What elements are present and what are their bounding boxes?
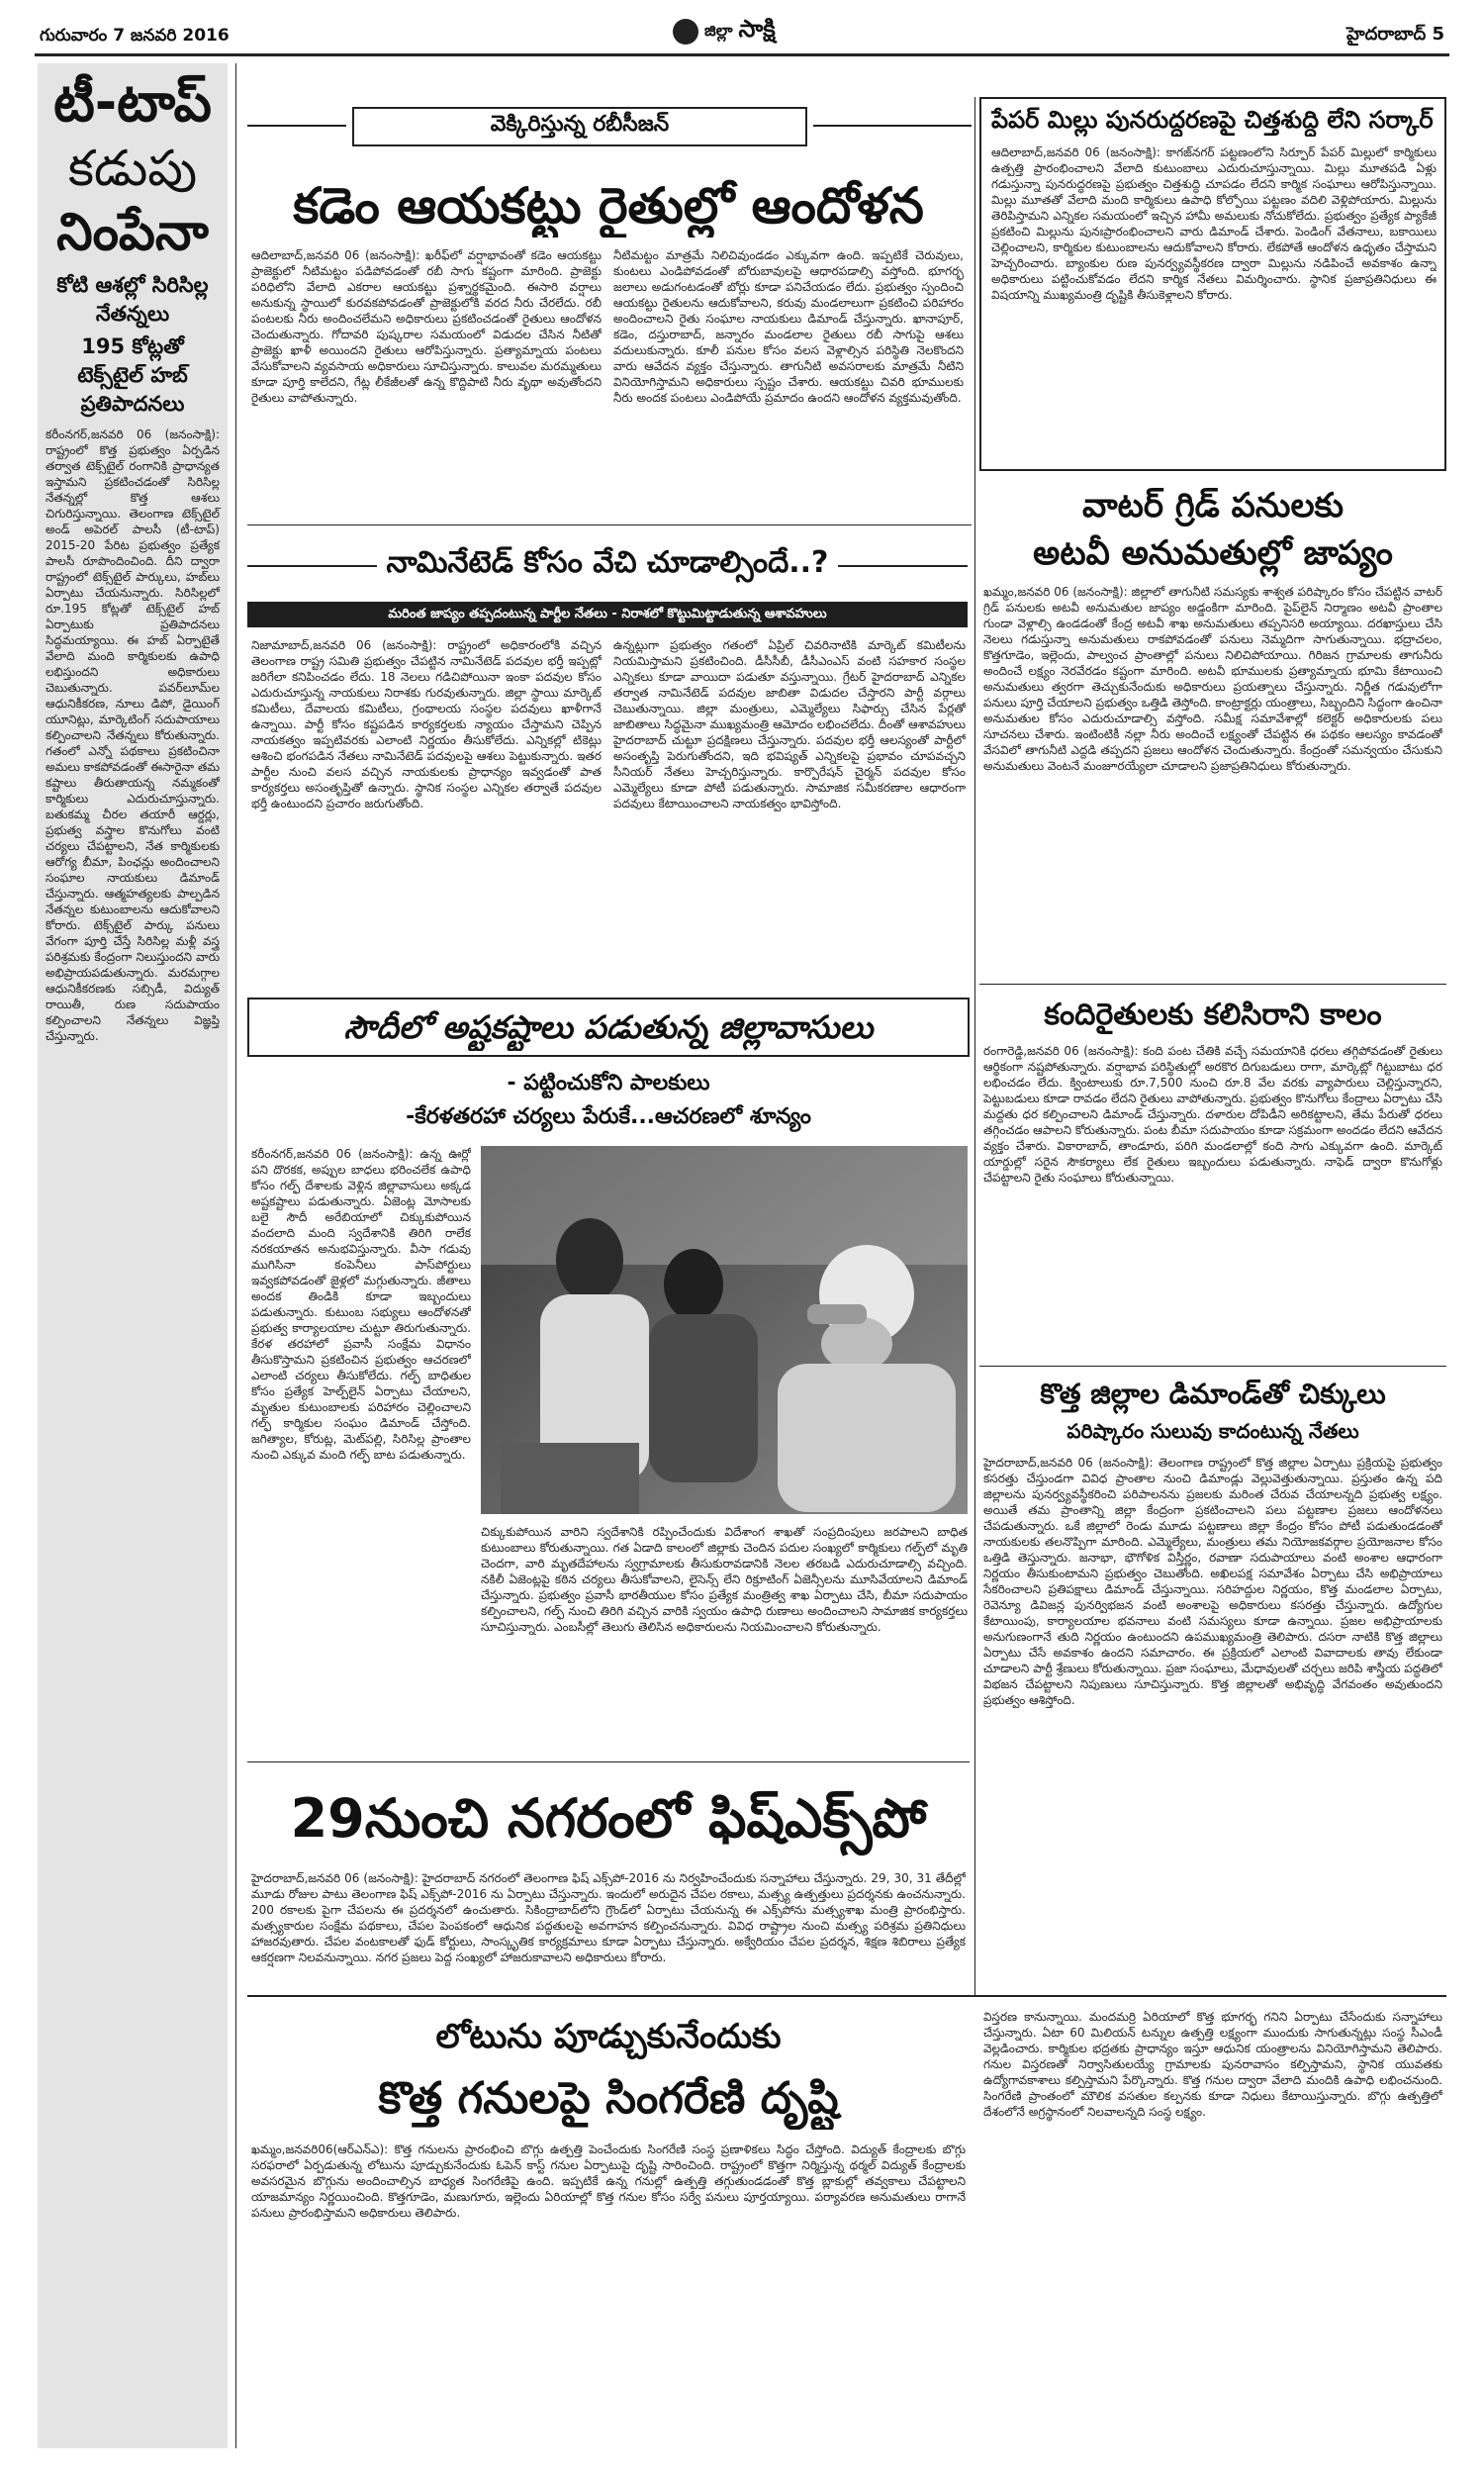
nominated-banner: [247, 534, 968, 598]
fishexpo-headline: 29నుంచి నగరంలో ఫిష్‌ఎక్స్‌పో: [290, 1787, 927, 1850]
kadem-top-rule: [247, 125, 346, 127]
masthead: [673, 14, 776, 49]
saudi-body-bottom: చిక్కుకుపోయిన వారిని స్వదేశానికి రప్పించేందుకు విదేశాంగ శాఖతో సంప్రదింపులు జరపాలని బాధిత కుటుంబాలు కోరుతున్నాయి. గత ఏడాది కాలంలో జిల్లాకు చెందిన పదుల సంఖ్యలో కార్మికులు గల్ఫ్‌లో మృతి చెందగా, వారి మృతదేహాలను స్వగ్రామాలకు తీసుకురావడానికి నెలల తరబడి ఎదురుచూడాల్సి వచ్చింది. నకిలీ ఏజెంట్లపై కఠిన చర్యలు తీసుకోవాలని, లైసెన్స్ లేని రిక్రూటింగ్ ఏజెన్సీలను మూసివేయాలని డిమాండ్ చేస్తున్నారు. ప్రభుత్వం ప్రవాసీ భారతీయుల కోసం ప్రత్యేక మంత్రిత్వ శాఖ ఏర్పాటు చేసి, బీమా సదుపాయం కల్పించాలని, గల్ఫ్ నుంచి తిరిగి వచ్చిన వారికి స్వయం ఉపాధి రుణాలు అందించాలని సామాజిక కార్యకర్తలు సూచిస్తున్నారు. ఎంబసీల్లో తెలుగు తెలిసిన అధికారులను నియమించాలని కోరుతున్నారు.: [481, 1525, 968, 1634]
saudi-body-left: కరీంనగర్,జనవరి 06 (జనంసాక్షి): ఉన్న ఊర్లో పని దొరకక, అప్పుల బాధలు భరించలేక ఉపాధి కోసం గల్ఫ్ దేశాలకు వెళ్లిన జిల్లావాసులు అక్కడ అష్టకష్టాలు పడుతున్నారు. ఏజెంట్ల మోసాలకు బలై సౌదీ అరేబియాలో చిక్కుకుపోయిన వందలాది మంది స్వదేశానికి తిరిగి రాలేక నరకయాతన అనుభవిస్తున్నారు. వీసా గడువు ముగిసినా కంపెనీలు పాస్‌పోర్టులు ఇవ్వకపోవడంతో జైళ్లలో మగ్గుతున్నారు. జీతాలు అందక తిండికి కూడా ఇబ్బందులు పడుతున్నారు. కుటుంబ సభ్యులు ఆందోళనతో ప్రభుత్వ కార్యాలయాల చుట్టూ తిరుగుతున్నారు. కేరళ తరహాలో ప్రవాసీ సంక్షేమ విధానం తీసుకొస్తామని ప్రకటించిన ప్రభుత్వం ఆచరణలో ఎలాంటి చర్యలు తీసుకోలేదు. గల్ఫ్ బాధితుల కోసం ప్రత్యేక హెల్ప్‌లైన్ ఏర్పాటు చేయాలని, మృతుల కుటుంబాలకు పరిహారం చెల్లించాలని గల్ఫ్ కార్మికుల సంఘం డిమాండ్ చేస్తోంది. జగిత్యాల, కోరుట్ల, మెట్‌పల్లి, సిరిసిల్ల ప్రాంతాల నుంచి ఎక్కువ మంది గల్ఫ్ బాట పడుతున్నారు.: [251, 1147, 471, 1462]
kandi-bottom-rule: [979, 1366, 1446, 1367]
paper-mill-body: ఆదిలాబాద్,జనవరి 06 (జనంసాక్షి): కాగజ్‌నగర్ పట్టణంలోని సిర్పూర్ పేపర్ మిల్లులో కార్మికులు ఉత్పత్తి ప్రారంభించాలని వేలాది కుటుంబాలు ఎదురుచూస్తున్నాయి. మిల్లు మూతపడి ఏళ్లు గడుస్తున్నా పునరుద్ధరణపై ప్రభుత్వం చిత్తశుద్ధి చూపడం లేదని కార్మిక సంఘాలు ఆరోపిస్తున్నాయి. మిల్లు మూతతో వేలాది మంది కార్మికులు ఉపాధి కోల్పోయి పట్టణం వదిలి వెళ్లిపోయారు. మిల్లును తెరిపిస్తామని ఎన్నికల సమయంలో ఇచ్చిన హామీ అమలుకు నోచుకోలేదు. ప్రభుత్వం ప్రత్యేక ప్యాకేజీ ప్రకటించి మిల్లును పునఃప్రారంభించాలని వారు డిమాండ్ చేశారు. పెండింగ్ వేతనాలు, బకాయిలు చెల్లించాలని, కార్మికుల కుటుంబాలను ఆదుకోవాలని కోరారు. లేకపోతే ఆందోళన ఉధృతం చేస్తామని హెచ్చరించారు. బ్యాంకుల రుణ పునర్వ్యవస్థీకరణ ద్వారా మిల్లును నడిపించే అవకాశం ఉన్నా అధికారులు పట్టించుకోవడం లేదని కార్మిక నేతలు విమర్శించారు. స్థానిక ప్రజాప్రతినిధులు ఈ విషయాన్ని ముఖ్యమంత్రి దృష్టికి తీసుకెళ్లాలని కోరారు.: [991, 145, 1437, 302]
right-column-divider: [974, 97, 975, 1995]
water-grid-bottom-rule: [979, 984, 1446, 985]
kadem-headline: కడెం ఆయకట్టు రైతుల్లో ఆందోళన: [293, 177, 924, 235]
kadem-top-rule-right: [813, 125, 972, 127]
districts-headline: కొత్త జిల్లాల డిమాండ్‌తో చిక్కులు: [1040, 1378, 1386, 1410]
kadem-bottom-rule: [247, 524, 972, 525]
masthead-prefix: జిల్లా: [704, 20, 733, 40]
header-rule: [35, 53, 1449, 56]
saudi-headline: సౌదీలో అష్టకష్టాలు పడుతున్న జిల్లావాసులు: [343, 1008, 874, 1046]
masthead-logo-icon: [673, 19, 698, 45]
kadem-kicker-text: వెక్కిరిస్తున్న రబీసీజన్: [490, 112, 670, 137]
water-grid-headline-2: అటవీ అనుమతుల్లో జాప్యం: [1033, 533, 1393, 573]
kandi-headline: కందిరైతులకు కలిసిరాని కాలం: [1044, 998, 1382, 1032]
saudi-bottom-rule: [247, 1761, 970, 1762]
ttap-subhead-2: 195 కోట్లతో టెక్స్‌టైల్ హబ్ ప్రతిపాదనలు: [77, 334, 188, 416]
districts-subhead: పరిష్కారం సులువు కాదంటున్న నేతలు: [1067, 1419, 1359, 1443]
water-grid-headline-1: వాటర్ గ్రిడ్ పనులకు: [1081, 486, 1345, 525]
left-column-divider: [235, 63, 236, 2448]
saudi-photo: [481, 1146, 968, 1514]
ttap-headline-1: టీ-టాప్: [53, 71, 212, 134]
saudi-subhead-2: -కేరళతరహా చర్యలు పేరుకే...ఆచరణలో శూన్యం: [406, 1104, 811, 1129]
left-column-story: [38, 63, 228, 2448]
nominated-body-right: ఉన్నట్లుగా ప్రభుత్వం గతంలో ఏప్రిల్ చివరినాటికి మార్కెట్ కమిటీలను నియమిస్తామని ప్రకటించింది. డీసీసీబీ, డీసీఎంఎస్ వంటి సహకార సంస్థల ఎన్నికలు కూడా వాయిదా పడుతూ వస్తున్నాయి. గ్రేటర్ హైదరాబాద్ ఎన్నికల తర్వాత నామినేటెడ్ పదవుల జాబితా విడుదల చేస్తారని పార్టీ వర్గాలు చెబుతున్నాయి. జిల్లా మంత్రులు, ఎమ్మెల్యేలు సిఫార్సు చేసిన పేర్లతో జాబితాలు సిద్ధమైనా ముఖ్యమంత్రి ఆమోదం లభించలేదు. దీంతో ఆశావహులు హైదరాబాద్ చుట్టూ ప్రదక్షిణలు చేస్తున్నారు. పదవుల భర్తీ ఆలస్యంతో పార్టీలో అసంతృప్తి పెరుగుతోందని, ఇది భవిష్యత్ ఎన్నికలపై ప్రభావం చూపవచ్చని సీనియర్ నేతలు హెచ్చరిస్తున్నారు. కార్పొరేషన్ చైర్మన్ పదవుల కోసం ఎమ్మెల్యేలు కూడా పోటీ పడుతున్నారు. సామాజిక సమీకరణాల ఆధారంగా పదవులు కేటాయించాలని నాయకత్వం భావిస్తోంది.: [613, 638, 966, 810]
water-grid-body: ఖమ్మం,జనవరి 06 (జనంసాక్షి): జిల్లాలో తాగునీటి సమస్యకు శాశ్వత పరిష్కారం కోసం చేపట్టిన వాటర్ గ్రిడ్ పనులకు అటవీ అనుమతుల జాప్యం అడ్డంకిగా మారింది. పైప్‌లైన్ నిర్మాణం అటవీ ప్రాంతాల గుండా వెళ్లాల్సి ఉండడంతో కేంద్ర అటవీ శాఖ అనుమతులు తప్పనిసరి అయ్యాయి. దరఖాస్తులు చేసి నెలలు గడుస్తున్నా అనుమతులు రాకపోవడంతో పనులు నెమ్మదిగా సాగుతున్నాయి. భద్రాచలం, కొత్తగూడెం, ఇల్లెందు, పాల్వంచ ప్రాంతాల్లో పనులు నిలిచిపోయాయి. గిరిజన గ్రామాలకు తాగునీరు అందించే లక్ష్యం నెరవేరడం కష్టంగా మారింది. అటవీ భూములకు ప్రత్యామ్నాయ భూమి కేటాయించి అనుమతులు త్వరగా తెచ్చుకునేందుకు అధికారులు ప్రయత్నాలు చేస్తున్నారు. నిర్ణీత గడువులోగా పనులు పూర్తి చేయాలని ప్రభుత్వం ఒత్తిడి తెస్తోంది. కాంట్రాక్టర్లు యంత్రాలు, సిబ్బందిని సిద్ధంగా ఉంచినా అనుమతుల కోసం ఎదురుచూడాల్సి వస్తోంది. సమీక్ష సమావేశాల్లో కలెక్టర్ అధికారులకు పలు సూచనలు చేశారు. ఇంటింటికీ నల్లా నీరు అందించే లక్ష్యంతో చేపట్టిన ఈ పథకం ఆలస్యం కావడంతో వేసవిలో తాగునీటి ఎద్దడి తప్పదని ప్రజలు ఆందోళన చెందుతున్నారు. కేంద్రంతో సమన్వయం చేసుకుని అనుమతులు వెంటనే మంజూరయ్యేలా చూడాలని ప్రజాప్రతినిధులు కోరుతున్నారు.: [983, 585, 1442, 773]
singareni-body-right: విస్తరణ కానున్నాయి. మందమర్రి ఏరియాలో కొత్త భూగర్భ గనిని ఏర్పాటు చేసేందుకు సన్నాహాలు చేస్తున్నారు. ఏటా 60 మిలియన్ టన్నుల ఉత్పత్తి లక్ష్యంగా ముందుకు సాగుతున్నట్లు సంస్థ సీఎండీ వెల్లడించారు. కార్మికుల భద్రతకు ప్రాధాన్యం ఇస్తూ ఆధునిక యంత్రాలను వినియోగిస్తామని తెలిపారు. గనుల విస్తరణతో నిర్వాసితులయ్యే గ్రామాలకు పునరావాసం కల్పిస్తామని, స్థానిక యువతకు ఉద్యోగావకాశాలు కల్పిస్తామని పేర్కొన్నారు. కొత్త గనుల ద్వారా వేలాది మందికి ఉపాధి లభించనుంది. సింగరేణి ప్రాంతంలో మౌలిక వసతుల కల్పనకు కూడా నిధులు కేటాయిస్తున్నారు. బొగ్గు ఉత్పత్తిలో దేశంలోనే అగ్రస్థానంలో నిలవాలన్నది సంస్థ లక్ష్యం.: [983, 2010, 1442, 2119]
saudi-subhead-1: - పట్టించుకోని పాలకులు: [507, 1071, 710, 1095]
kadem-kicker: [352, 107, 807, 146]
ttap-headline-2: కడుపు: [67, 140, 198, 197]
singareni-body-left: ఖమ్మం,జనవరి06(ఆర్ఎన్ఎ): కొత్త గనులను ప్రారంభించి బొగ్గు ఉత్పత్తి పెంచేందుకు సింగరేణి సంస్థ ప్రణాళికలు సిద్ధం చేస్తోంది. విద్యుత్ కేంద్రాలకు బొగ్గు సరఫరాలో ఏర్పడుతున్న లోటును పూడ్చుకునేందుకు ఓపెన్ కాస్ట్ గనుల ఏర్పాటుపై దృష్టి సారించింది. రాష్ట్రంలో కొత్తగా నిర్మిస్తున్న థర్మల్ విద్యుత్ కేంద్రాలకు అవసరమైన బొగ్గును అందించాల్సిన బాధ్యత సింగరేణిపై ఉంది. ఇప్పటికే ఉన్న గనుల్లో ఉత్పత్తి తగ్గుతుండడంతో కొత్త బ్లాకుల్లో తవ్వకాలు చేపట్టాలని యాజమాన్యం నిర్ణయించింది. కొత్తగూడెం, మణుగూరు, ఇల్లెందు ఏరియాల్లో కొత్త గనుల కోసం సర్వే పనులు పూర్తయ్యాయి. పర్యావరణ అనుమతులు రాగానే పనులు ప్రారంభిస్తామని అధికారులు తెలిపారు.: [251, 2142, 966, 2220]
kadem-body-left: ఆదిలాబాద్,జనవరి 06 (జనంసాక్షి): ఖరీఫ్‌లో వర్షాభావంతో కడెం ఆయకట్టు ప్రాజెక్టులో నీటిమట్టం పడిపోవడంతో రబీ సాగు కష్టంగా మారింది. ప్రాజెక్టు పరిధిలోని వేలాది ఎకరాల ఆయకట్టు ప్రశ్నార్థకమైంది. ఈసారి వర్షాలు అనుకున్న స్థాయిలో కురవకపోవడంతో ప్రాజెక్టులోకి వరద నీరు చేరలేదు. రబీ పంటలకు నీరు అందించలేమని అధికారులు ప్రకటించడంతో రైతులు ఆందోళన చెందుతున్నారు. గోదావరి పుష్కరాల సమయంలో విడుదల చేసిన నీటితో ప్రాజెక్టు ఖాళీ అయిందని రైతులు ఆరోపిస్తున్నారు. ప్రత్యామ్నాయ పంటలు వేసుకోవాలని వ్యవసాయ అధికారులు సూచిస్తున్నారు. కాలువల మరమ్మతులు కూడా పూర్తి కాలేదని, గేట్ల లీకేజీలతో ఉన్న కొద్దిపాటి నీరు వృథా అవుతోందని రైతులు వాపోతున్నారు.: [251, 248, 602, 405]
ttap-headline-3: నింపేనా: [56, 203, 209, 262]
kandi-body: రంగారెడ్డి,జనవరి 06 (జనంసాక్షి): కంది పంట చేతికి వచ్చే సమయానికి ధరలు తగ్గిపోవడంతో రైతులు ఆర్థికంగా నష్టపోతున్నారు. వర్షాభావ పరిస్థితుల్లో అరకొర దిగుబడులు రాగా, మార్కెట్లో గిట్టుబాటు ధర లభించడం లేదు. క్వింటాలుకు రూ.7,500 నుంచి రూ.8 వేల వరకు వ్యాపారులు చెల్లిస్తున్నారని, పెట్టుబడులు కూడా రావడం లేదని రైతులు వాపోతున్నారు. ప్రభుత్వం కొనుగోలు కేంద్రాలు ఏర్పాటు చేసి మద్దతు ధర కల్పించాలని డిమాండ్ చేస్తున్నారు. దళారుల దోపిడీని అరికట్టాలని, తేమ పేరుతో ధరలు తగ్గించడం ఆపాలని కోరుతున్నారు. పంట బీమా సదుపాయం కూడా సక్రమంగా అందడం లేదని ఆవేదన వ్యక్తం చేశారు. వికారాబాద్, తాండూరు, పరిగి మండలాల్లో కంది సాగు ఎక్కువగా ఉంది. మార్కెట్ యార్డుల్లో సరైన సౌకర్యాలు లేక రైతులు ఇబ్బందులు పడుతున్నారు. నాఫెడ్ ద్వారా కొనుగోళ్లు చేపట్టాలని రైతు సంఘాలు కోరుతున్నాయి.: [983, 1044, 1442, 1185]
nominated-body-left: నిజామాబాద్,జనవరి 06 (జనంసాక్షి): రాష్ట్రంలో అధికారంలోకి వచ్చిన తెలంగాణ రాష్ట్ర సమితి ప్రభుత్వం చేపట్టిన నామినేటెడ్ పదవుల భర్తీ ఇప్పట్లో జరిగేలా కనిపించడం లేదు. 18 నెలలు గడిచిపోయినా ఇంకా పదవుల కోసం ఎదురుచూస్తున్న నాయకులు నిరాశకు గురవుతున్నారు. జిల్లా స్థాయి మార్కెట్ కమిటీలు, దేవాలయ కమిటీలు, గ్రంథాలయ సంస్థల పదవులు ఖాళీగానే ఉన్నాయి. పార్టీ కోసం కష్టపడిన కార్యకర్తలకు న్యాయం చేస్తామని చెప్పిన నాయకత్వం ఇప్పటివరకు ఎలాంటి నిర్ణయం తీసుకోలేదు. ఎన్నికల్లో టికెట్లు ఆశించి భంగపడిన నేతలు నామినేటెడ్ పదవులపై ఆశలు పెట్టుకున్నారు. ఇతర పార్టీల నుంచి వలస వచ్చిన నాయకులకు ప్రాధాన్యం ఇవ్వడంతో పాత కార్యకర్తలు అసంతృప్తితో ఉన్నారు. స్థానిక సంస్థల ఎన్నికల తర్వాతే పదవుల భర్తీ ఉంటుందని ప్రచారం జరుగుతోంది.: [251, 638, 602, 810]
fishexpo-body: హైదరాబాద్,జనవరి 06 (జనంసాక్షి): హైదరాబాద్ నగరంలో తెలంగాణ ఫిష్ ఎక్స్‌పో-2016 ను నిర్వహించేందుకు సన్నాహాలు చేస్తున్నారు. 29, 30, 31 తేదీల్లో మూడు రోజుల పాటు తెలంగాణ ఫిష్ ఎక్స్‌పో-2016 ను ఏర్పాటు చేస్తున్నారు. ఇందులో అరుదైన చేపల రకాలు, మత్స్య ఉత్పత్తులు ప్రదర్శనకు ఉంచనున్నారు. 200 రకాలకు పైగా చేపలను ఈ ప్రదర్శనలో ఉంచుతారు. సికింద్రాబాద్‌లోని గ్రౌండ్‌లో ఏర్పాటు చేయనున్న ఈ ఎక్స్‌పోను మత్స్యశాఖ మంత్రి ప్రారంభిస్తారు. మత్స్యకారుల సంక్షేమ పథకాలు, చేపల పెంపకంలో ఆధునిక పద్ధతులపై అవగాహన కల్పించనున్నారు. వివిధ రాష్ట్రాల నుంచి మత్స్య పరిశ్రమ ప్రతినిధులు హాజరవుతారు. చేపల వంటకాలతో ఫుడ్ కోర్టులు, సాంస్కృతిక కార్యక్రమాలు కూడా ఏర్పాటు చేస్తున్నారు. అక్వేరియం చేపల ప్రదర్శన, శిక్షణ శిబిరాలు ప్రత్యేక ఆకర్షణగా నిలవనున్నాయి. నగర ప్రజలు పెద్ద సంఖ్యలో హాజరుకావాలని అధికారులు కోరారు.: [251, 1871, 966, 1964]
paper-mill-headline: పేపర్ మిల్లు పునరుద్ధరణపై చిత్తశుద్ధి లేని సర్కార్: [991, 106, 1434, 134]
districts-body: హైదరాబాద్,జనవరి 06 (జనంసాక్షి): తెలంగాణ రాష్ట్రంలో కొత్త జిల్లాల ఏర్పాటు ప్రక్రియపై ప్రభుత్వం కసరత్తు చేస్తుండగా వివిధ ప్రాంతాల నుంచి డిమాండ్లు వెల్లువెత్తుతున్నాయి. ప్రస్తుతం ఉన్న పది జిల్లాలను పునర్వ్యవస్థీకరించి పరిపాలనను ప్రజలకు మరింత చేరువ చేయాలన్నది ప్రభుత్వ లక్ష్యం. అయితే తమ ప్రాంతాన్ని జిల్లా కేంద్రంగా ప్రకటించాలని పలు పట్టణాల ప్రజలు ఆందోళనలు చేపడుతున్నారు. ఒకే జిల్లాలో రెండు మూడు పట్టణాలు జిల్లా కేంద్రం కోసం పోటీ పడుతుండడంతో నాయకులకు తలనొప్పిగా మారింది. ఎమ్మెల్యేలు, మంత్రులు తమ నియోజకవర్గాల ప్రయోజనాల కోసం ఒత్తిడి తెస్తున్నారు. జనాభా, భౌగోళిక విస్తీర్ణం, రవాణా సదుపాయాలు వంటి అంశాల ఆధారంగా నిర్ణయం తీసుకుంటామని ప్రభుత్వం చెబుతోంది. అఖిలపక్ష సమావేశం ఏర్పాటు చేసి అభిప్రాయాలు సేకరించాలని ప్రతిపక్షాలు డిమాండ్ చేస్తున్నాయి. సరిహద్దుల నిర్ణయం, కొత్త మండలాల ఏర్పాటు, రెవెన్యూ డివిజన్ల పునర్విభజన వంటి అంశాలపై అధికారులు కసరత్తు చేస్తున్నారు. ఉద్యోగుల కేటాయింపు, కార్యాలయాల భవనాలు వంటి సమస్యలు కూడా ఉన్నాయి. ప్రజల అభిప్రాయాలకు అనుగుణంగానే తుది నిర్ణయం ఉంటుందని ఉపముఖ్యమంత్రి తెలిపారు. దసరా నాటికి కొత్త జిల్లాలు ఏర్పాటు చేసే అవకాశం ఉందని సమాచారం. ఈ ప్రక్రియలో ఎలాంటి వివాదాలకు తావు లేకుండా చూడాలని పార్టీ శ్రేణులు కోరుతున్నాయి. ప్రజా సంఘాలు, మేధావులతో చర్చలు జరిపి శాస్త్రీయ పద్ధతిలో విభజన చేపట్టాలని నిపుణులు సూచిస్తున్నారు. కొత్త జిల్లాలతో అభివృద్ధి వేగవంతం అవుతుందని ప్రభుత్వం ఆశిస్తోంది.: [983, 1456, 1442, 1707]
singareni-headline-2: కొత్త గనులపై సింగరేణి దృష్టి: [378, 2073, 839, 2124]
ttap-body: కరీంనగర్,జనవరి 06 (జనంసాక్షి): రాష్ట్రంలో కొత్త ప్రభుత్వం ఏర్పడిన తర్వాత టెక్స్‌టైల్ రంగానికి ప్రాధాన్యత ఇస్తామని ప్రకటించడంతో సిరిసిల్ల నేతన్నల్లో కొత్త ఆశలు చిగురిస్తున్నాయి. తెలంగాణ టెక్స్‌టైల్ అండ్ అపెరల్ పాలసీ (టీ-టాప్) 2015-20 పేరిట ప్రభుత్వం ప్రత్యేక పాలసీ రూపొందించింది. దీని ద్వారా రాష్ట్రంలో టెక్స్‌టైల్ పార్కులు, హబ్‌లు ఏర్పాటు చేయనున్నారు. సిరిసిల్లలో రూ.195 కోట్లతో టెక్స్‌టైల్ హబ్ ఏర్పాటుకు ప్రతిపాదనలు సిద్ధమయ్యాయి. ఈ హబ్ ఏర్పాటైతే వేలాది మంది కార్మికులకు ఉపాధి లభిస్తుందని అధికారులు చెబుతున్నారు. పవర్‌లూమ్‌ల ఆధునికీకరణ, నూలు డిపో, డైయింగ్ యూనిట్లు, మార్కెటింగ్ సదుపాయాలు కల్పించాలని నేతన్నలు కోరుతున్నారు. గతంలో ఎన్నో పథకాలు ప్రకటించినా అమలు కాకపోవడంతో ఈసారైనా తమ కష్టాలు తీరుతాయన్న నమ్మకంతో కార్మికులు ఎదురుచూస్తున్నారు. బతుకమ్మ చీరల తయారీ ఆర్డర్లు, ప్రభుత్వ వస్త్రాల కొనుగోలు వంటి చర్యలు చేపట్టాలని, నేత కార్మికులకు ఆరోగ్య బీమా, పింఛన్లు అందించాలని సంఘాల నాయకులు డిమాండ్ చేస్తున్నారు. ఆత్మహత్యలకు పాల్పడిన నేతన్నల కుటుంబాలను ఆదుకోవాలని కోరారు. టెక్స్‌టైల్ పార్కు పనులు వేగంగా పూర్తి చేస్తే సిరిసిల్ల మళ్లీ వస్త్ర పరిశ్రమకు కేంద్రంగా నిలుస్తుందని వారు అభిప్రాయపడుతున్నారు. మరమగ్గాల ఆధునికీకరణకు సబ్సిడీ, విద్యుత్ రాయితీ, రుణ సదుపాయం కల్పించాలని నేతన్నలు విజ్ఞప్తి చేస్తున్నారు.: [46, 428, 220, 1043]
singareni-headline-1: లోటును పూడ్చుకునేందుకు: [435, 2017, 782, 2056]
masthead-title: సాక్షి: [738, 15, 776, 43]
nominated-headline: నామినేటెడ్ కోసం వేచి చూడాల్సిందే..?: [377, 545, 839, 587]
page-header: [0, 0, 1484, 59]
fishexpo-bottom-rule: [247, 1995, 1446, 1997]
header-date: గురువారం 7 జనవరి 2016: [40, 26, 230, 46]
nominated-subhead: మరింత జాప్యం తప్పదంటున్న పార్టీల నేతలు - నిరాశలో కొట్టుమిట్టాడుతున్న ఆశావహులు: [247, 602, 968, 627]
kadem-body-right: నీటిమట్టం మాత్రమే నిలిచివుండడం ఎక్కువగా ఉంది. ఇప్పటికే చెరువులు, కుంటలు ఎండిపోవడంతో బోరుబావులపై ఆధారపడాల్సి వస్తోంది. భూగర్భ జలాలు అడుగంటడంతో బోర్లు కూడా పనిచేయడం లేదు. ప్రభుత్వం స్పందించి ఆయకట్టు రైతులను ఆదుకోవాలని, కరువు మండలాలుగా ప్రకటించి పరిహారం అందించాలని రైతు సంఘాల నాయకులు డిమాండ్ చేస్తున్నారు. ఖానాపూర్, కడెం, దస్తురాబాద్, జన్నారం మండలాల రైతులు రబీ సాగుపై ఆశలు వదులుకున్నారు. కూలీ పనుల కోసం వలస వెళ్లాల్సిన పరిస్థితి నెలకొందని వారు ఆవేదన వ్యక్తం చేస్తున్నారు. తాగునీటి అవసరాలకు మాత్రమే నీటిని వినియోగిస్తామని అధికారులు స్పష్టం చేశారు. ఆయకట్టు చివరి భూములకు నీరు అందక పంటలు ఎండిపోయే ప్రమాదం ఉందని ఆందోళన వ్యక్తమవుతోంది.: [613, 248, 964, 405]
header-page-label: హైదరాబాద్ 5: [1346, 24, 1444, 45]
ttap-subhead-1: కోటి ఆశల్లో సిరిసిల్ల నేతన్నలు: [56, 273, 209, 326]
saudi-photo-graphic: [481, 1146, 968, 1514]
